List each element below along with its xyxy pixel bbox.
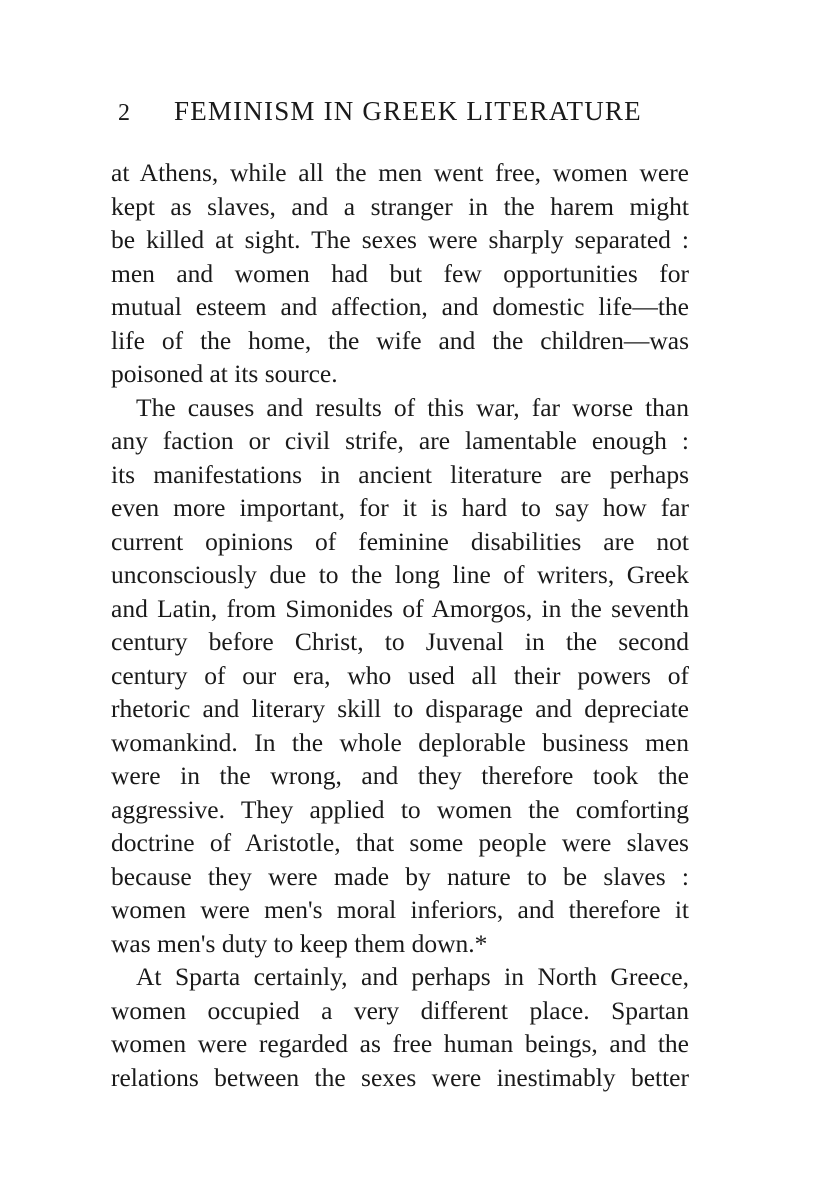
text-line: women occupied a very different place. Spartan <box>111 995 689 1025</box>
running-title: FEMINISM IN GREEK LITERATURE <box>174 96 642 126</box>
text-line: women were regarded as free human beings, and the <box>111 1029 689 1058</box>
page-header <box>112 96 702 136</box>
text-line: doctrine of Aristotle, that some people were slaves <box>111 828 689 857</box>
text-line: and Latin, from Simonides of Amorgos, in the seventh <box>111 593 689 623</box>
text-line: relations between the sexes were inestimably better <box>111 1062 689 1092</box>
text-line: At Sparta certainly, and perhaps in North Greece, <box>136 962 689 991</box>
text-line: mutual esteem and affection, and domestic life—the <box>111 292 689 321</box>
text-line: rhetoric and literary skill to disparage and depreciate <box>111 694 689 723</box>
text-line: poisoned at its source. <box>111 359 338 388</box>
text-line: womankind. In the whole deplorable business men <box>111 727 689 757</box>
text-line: life of the home, the wife and the children—was <box>111 325 689 355</box>
paragraph <box>111 391 689 961</box>
text-line: century before Christ, to Juvenal in the second <box>111 627 689 656</box>
text-line: kept as slaves, and a stranger in the harem might <box>111 191 689 221</box>
text-line: The causes and results of this war, far worse than <box>136 392 689 422</box>
text-line: because they were made by nature to be slaves : <box>111 861 689 891</box>
text-line: current opinions of feminine disabilities are not <box>111 526 689 556</box>
page-number: 2 <box>118 100 132 126</box>
text-line: be killed at sight. The sexes were sharply separated : <box>111 225 689 254</box>
body-text <box>111 156 689 1094</box>
text-line: women were men's moral inferiors, and therefore it <box>111 895 689 924</box>
text-line: were in the wrong, and they therefore took the <box>111 761 689 790</box>
text-line: even more important, for it is hard to say how far <box>111 493 689 522</box>
text-line: at Athens, while all the men went free, women were <box>111 158 689 187</box>
paragraph <box>111 156 689 391</box>
text-line: century of our era, who used all their powers of <box>111 660 689 690</box>
text-line: men and women had but few opportunities for <box>111 258 689 288</box>
paragraph <box>111 960 689 1094</box>
text-line: any faction or civil strife, are lamentable enough : <box>111 426 689 455</box>
text-line: its manifestations in ancient literature are perhaps <box>111 459 689 489</box>
text-line: unconsciously due to the long line of writers, Greek <box>111 560 689 589</box>
text-line: aggressive. They applied to women the comforting <box>111 794 689 824</box>
text-line: was men's duty to keep them down.* <box>111 928 488 958</box>
